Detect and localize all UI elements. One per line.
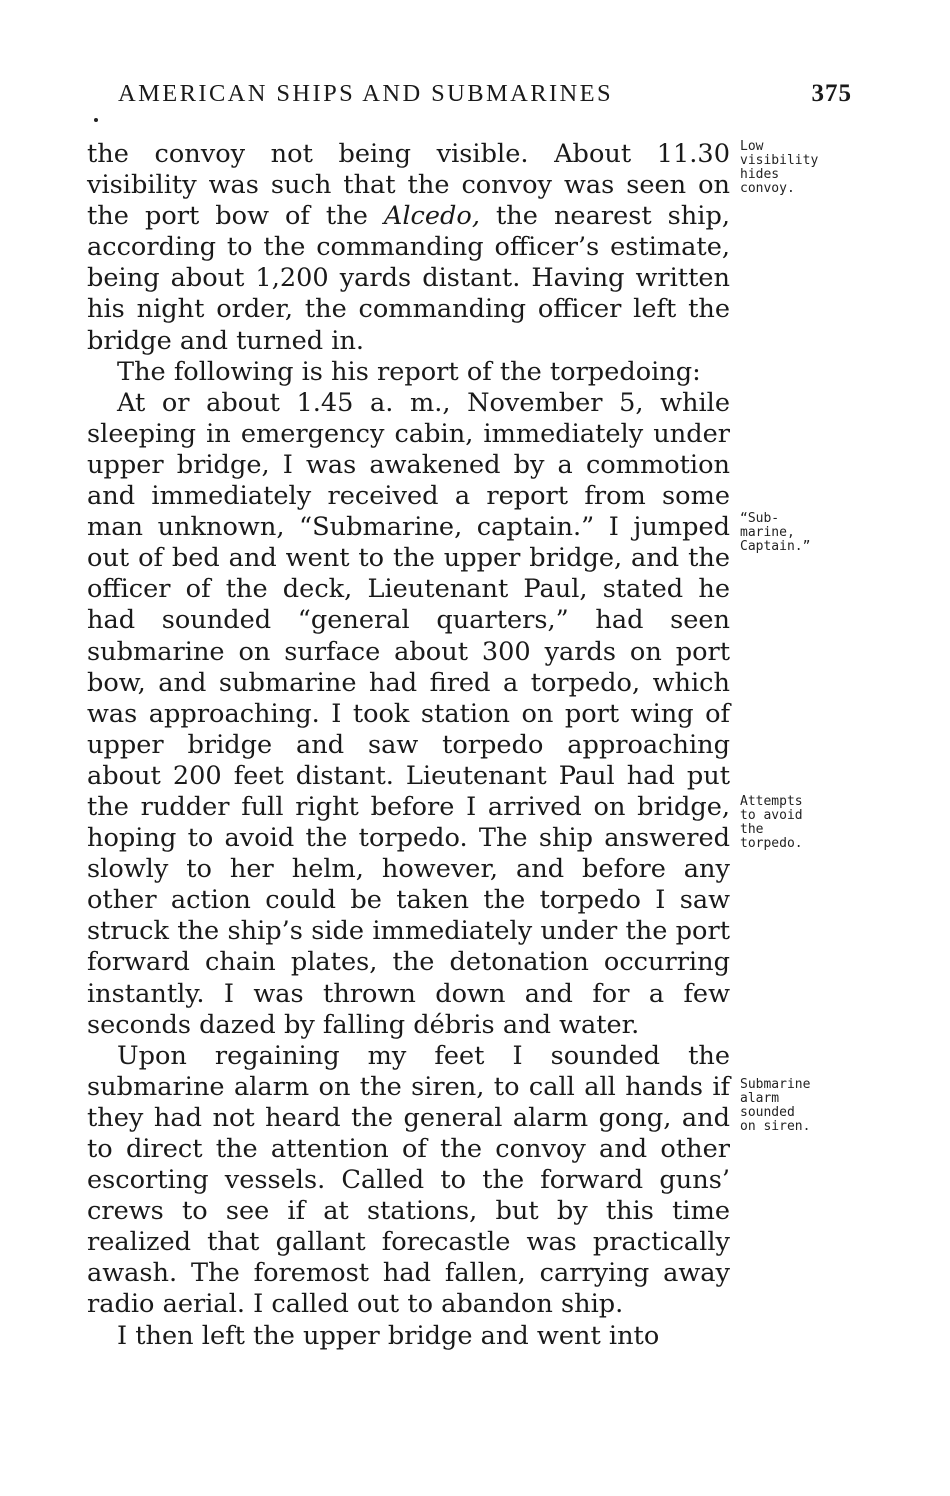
sidenote-line: Attempts: [740, 794, 803, 809]
paragraph-5: I then left the upper bridge and went into: [117, 1320, 660, 1351]
sidenote-line: the: [740, 822, 764, 837]
sidenote-submarine-captain: [740, 512, 860, 554]
sidenote-line: sounded: [740, 1105, 795, 1120]
print-speck: [94, 118, 98, 122]
sidenote-line: to avoid: [740, 808, 803, 823]
sidenote-line: hides: [740, 167, 780, 182]
paragraph-3: At or about 1.45 a. m., November 5, while sleeping in emergency cabin, immediately under upper bridge, I was awakened by a commotion and immediately received a report from some man unknown, “Submarine, captain.” I jumped out of bed and went to the upper bridge, and the officer of the deck, Lieutenant Paul, stated he had sounded “general quarters,” had seen submarine on surface about 300 yards on port bow, and submarine had fired a torpedo, which was approaching. I took station on port wing of upper bridge and saw torpedo approaching about 200 feet distant. Lieutenant Paul had put the rudder full right before I arrived on bridge, hoping to avoid the torpedo. The ship answered slowly to her helm, however, and before any other action could be taken the torpedo I saw struck the ship’s side immediately under the port forward chain plates, the detonation occurring instantly. I was thrown down and for a few seconds dazed by falling débris and water.: [87, 387, 730, 1040]
sidenote-line: torpedo.: [740, 836, 803, 851]
sidenote-low-visibility: [740, 140, 860, 196]
sidenote-line: visibility: [740, 153, 819, 168]
sidenote-line: Submarine: [740, 1077, 811, 1092]
ship-name-italic: Alcedo,: [383, 201, 480, 232]
sidenote-line: alarm: [740, 1091, 780, 1106]
paragraph-4: Upon regaining my feet I sounded the submarine alarm on the siren, to call all hands if they had not heard the general alarm gong, and to direct the attention of the convoy and other escorting vessels. Called to the forward guns’ crews to see if at stations, but by this time realized that gallant forecastle was practically awash. The foremost had fallen, carrying away radio aerial. I called out to abandon ship.: [87, 1040, 730, 1320]
sidenote-line: Captain.”: [740, 539, 811, 554]
body-text: [87, 139, 730, 1352]
sidenote-attempts-to-avoid: [740, 795, 860, 851]
page-number: 375: [811, 80, 852, 107]
sidenote-line: marine,: [740, 525, 795, 540]
sidenote-line: Low: [740, 139, 764, 154]
sidenote-line: “Sub-: [740, 511, 780, 526]
paragraph-1: [87, 139, 730, 357]
sidenote-line: convoy.: [740, 181, 795, 196]
sidenote-line: on siren.: [740, 1119, 811, 1134]
sidenote-submarine-alarm: [740, 1078, 860, 1134]
running-head-title: AMERICAN SHIPS AND SUBMARINES: [118, 80, 614, 107]
paragraph-2: The following is his report of the torpedoing:: [117, 356, 701, 387]
paragraph-1-head: the convoy not being visible. About 11.30 visibility was such that the convoy was seen on the port bow of the: [87, 139, 730, 232]
paragraph-1-tail: the nearest ship, according to the commanding officer’s estimate, being about 1,200 yards distant. Having written his night order, the commanding officer left the bridge and turned in.: [87, 201, 730, 356]
running-head: [118, 80, 852, 116]
